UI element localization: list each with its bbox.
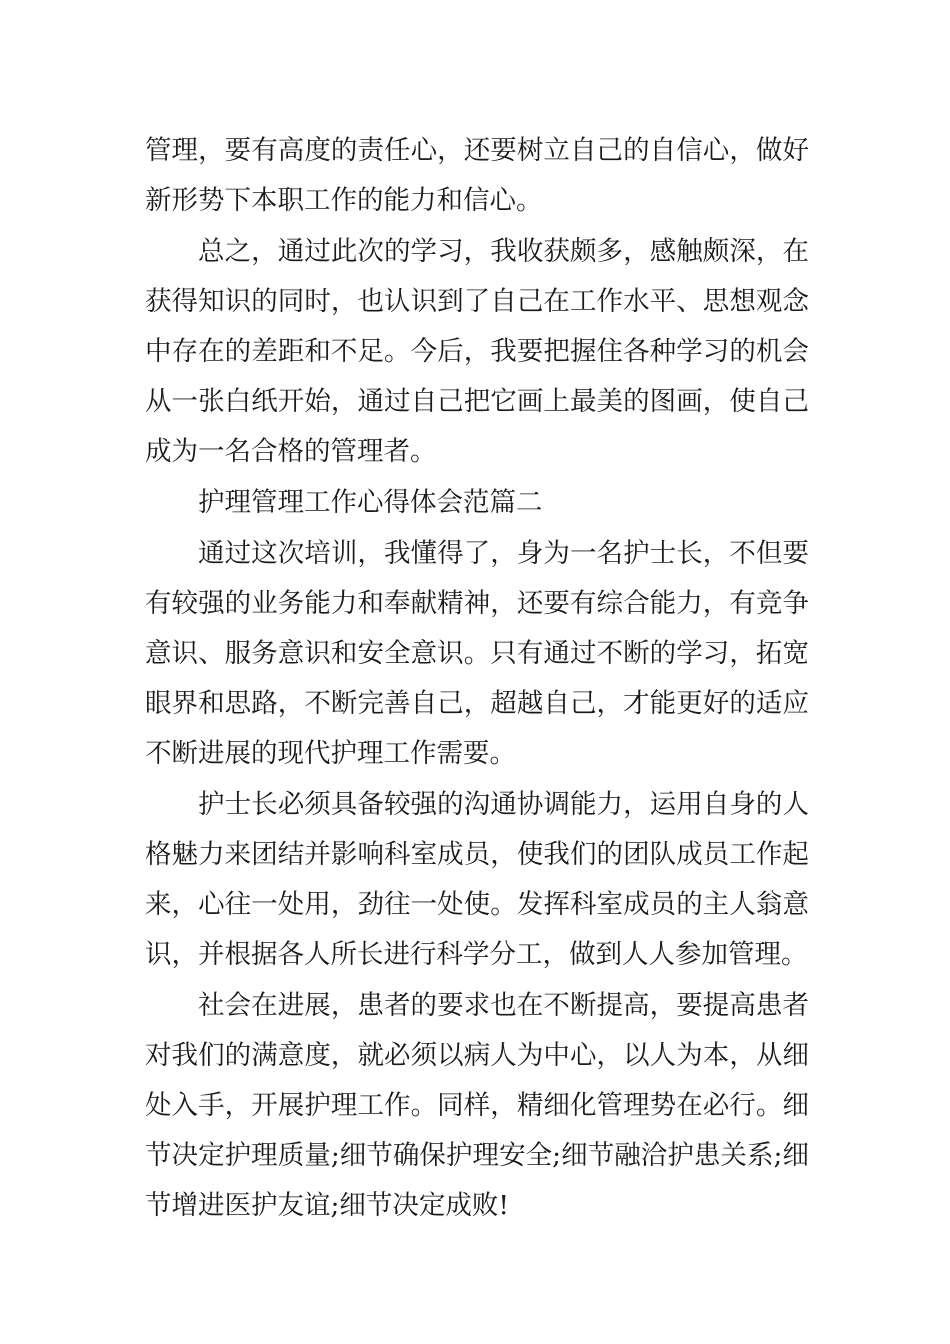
paragraph-training: 通过这次培训，我懂得了，身为一名护士长，不但要有较强的业务能力和奉献精神，还要有综合能力，有竞争意识、服务意识和安全意识。只有通过不断的学习，拓宽眼界和思路，不断完善自己，超越自己，才能更好的适应不断进展的现代护理工作需要。: [145, 538, 809, 769]
paragraph-communication: 护士长必须具备较强的沟通协调能力，运用自身的人格魅力来团结并影响科室成员，使我们的团队成员工作起来，心往一处用，劲往一处使。发挥科室成员的主人翁意识，并根据各人所长进行科学分工，做到人人参加管理。: [145, 789, 809, 970]
document-page: [145, 126, 809, 1231]
paragraph-details: 社会在进展，患者的要求也在不断提高，要提高患者对我们的满意度，就必须以病人为中心，以人为本，从细处入手，开展护理工作。同样，精细化管理势在必行。细节决定护理质量;细节确保护理安全;细节融洽护患关系;细节增进医护友谊;细节决定成败!: [145, 990, 809, 1221]
section-heading: 护理管理工作心得体会范篇二: [198, 487, 543, 518]
paragraph-summary: 总之，通过此次的学习，我收获颇多，感触颇深，在获得知识的同时，也认识到了自己在工作水平、思想观念中存在的差距和不足。今后，我要把握住各种学习的机会从一张白纸开始，通过自己把它画上最美的图画，使自己成为一名合格的管理者。: [145, 236, 809, 467]
paragraph-continuation: 管理，要有高度的责任心，还要树立自己的自信心，做好新形势下本职工作的能力和信心。: [145, 135, 809, 216]
